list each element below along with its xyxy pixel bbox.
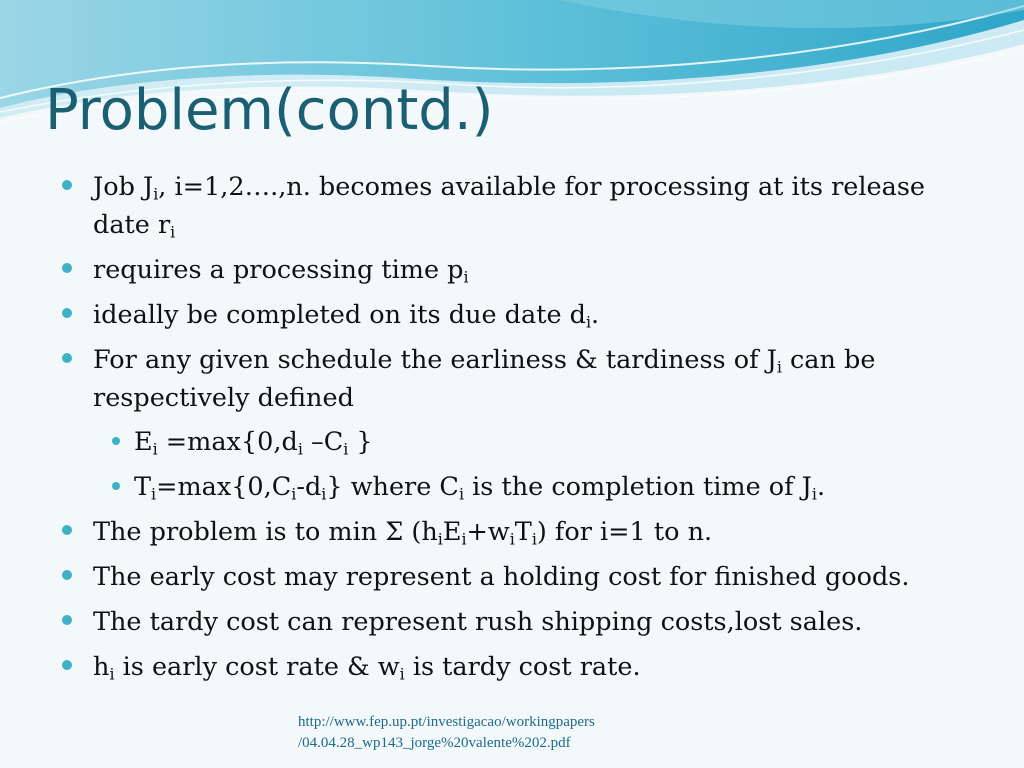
subscript: i — [811, 484, 817, 504]
source-link-line-2[interactable]: /04.04.28_wp143_jorge%20valente%202.pdf — [298, 735, 571, 751]
subscript: i — [291, 484, 297, 504]
subscript: i — [109, 664, 115, 684]
bullet-text: T — [514, 517, 532, 547]
list-item — [62, 558, 962, 596]
bullet-icon — [62, 263, 72, 273]
bullet-text: The problem is to min Σ (h — [93, 517, 438, 547]
bullet-icon — [62, 615, 72, 625]
bullet-icon — [62, 525, 72, 535]
formula-text: is the completion time of J — [464, 472, 812, 502]
subscript: i — [170, 222, 176, 242]
bullet-text: h — [93, 652, 110, 682]
source-link[interactable] — [298, 712, 595, 754]
list-item — [62, 168, 962, 244]
list-item — [62, 603, 962, 641]
list-item — [62, 251, 962, 289]
bullet-text: can be respectively defined — [93, 345, 876, 413]
content-area — [62, 168, 962, 693]
subscript: i — [343, 439, 349, 459]
subscript: i — [297, 439, 303, 459]
formula-text: =max{0,d — [157, 427, 298, 457]
sub-list-item — [93, 468, 962, 506]
bullet-icon — [62, 180, 72, 190]
formula-text: E — [134, 427, 153, 457]
subscript: i — [463, 267, 469, 287]
formula-text: =max{0,C — [156, 472, 292, 502]
formula-text: T — [134, 472, 152, 502]
list-item — [62, 648, 962, 686]
bullet-text: . — [591, 300, 600, 330]
source-link-line-1[interactable]: http://www.fep.up.pt/investigacao/workingpapers — [298, 714, 595, 730]
subscript: i — [461, 529, 467, 549]
sub-bullet-list — [93, 423, 962, 506]
list-item — [62, 296, 962, 334]
bullet-text: The early cost may represent a holding cost for finished goods. — [93, 562, 910, 592]
subscript: i — [585, 312, 592, 332]
bullet-icon — [62, 353, 72, 363]
formula-text: } where C — [326, 472, 459, 502]
subscript: i — [152, 439, 158, 459]
bullet-text: requires a processing time p — [93, 255, 464, 285]
formula-text: . — [816, 472, 826, 502]
subscript: i — [509, 529, 515, 549]
subscript: i — [458, 484, 464, 504]
sub-bullet-icon — [112, 482, 120, 490]
bullet-text: The tardy cost can represent rush shipping costs,lost sales. — [93, 607, 863, 637]
bullet-icon — [62, 308, 72, 318]
page-title: Problem(contd.) — [45, 78, 494, 143]
list-item — [62, 513, 962, 551]
bullet-text: is tardy cost rate. — [404, 652, 641, 682]
bullet-text: ) for i=1 to n. — [536, 517, 713, 547]
formula-text: –C — [302, 427, 344, 457]
formula-text: } — [348, 427, 373, 457]
subscript: i — [776, 357, 782, 377]
subscript: i — [153, 184, 159, 204]
bullet-text: is early cost rate & w — [114, 652, 400, 682]
bullet-text: ideally be completed on its due date d — [93, 300, 586, 330]
subscript: i — [437, 529, 443, 549]
bullet-icon — [62, 570, 72, 580]
list-item — [62, 341, 962, 506]
subscript: i — [531, 529, 537, 549]
bullet-list — [62, 168, 962, 686]
bullet-text: +w — [466, 517, 510, 547]
sub-list-item — [93, 423, 962, 461]
bullet-text: For any given schedule the earliness & tardiness of J — [93, 345, 777, 375]
formula-text: -d — [296, 472, 322, 502]
sub-bullet-icon — [112, 437, 120, 445]
bullet-text: , i=1,2….,n. becomes available for processing at its release date r — [93, 172, 926, 240]
bullet-text: Job J — [93, 172, 154, 202]
bullet-icon — [62, 660, 72, 670]
subscript: i — [151, 484, 157, 504]
bullet-text: E — [442, 517, 462, 547]
subscript: i — [399, 664, 405, 684]
subscript: i — [321, 484, 327, 504]
